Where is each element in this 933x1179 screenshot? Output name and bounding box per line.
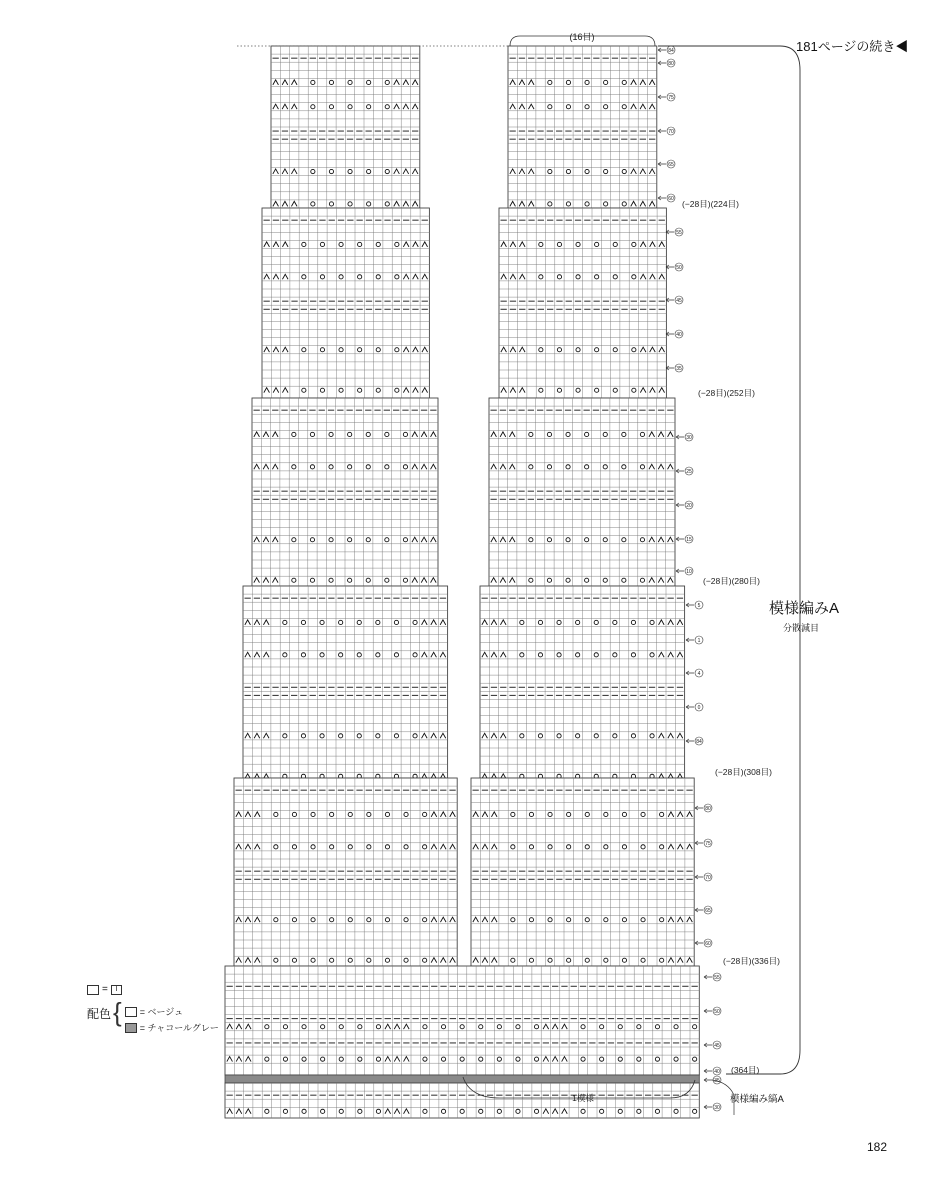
pattern-subtitle: 分散減目 [783, 623, 820, 633]
row-number: 40 [714, 1069, 720, 1075]
chart-grid-right [499, 208, 666, 398]
stitch-count-label: (364目) [731, 1065, 760, 1075]
row-arrow-icon [676, 537, 684, 541]
color-legend [87, 997, 219, 1034]
row-arrow-icon [676, 469, 684, 473]
row-arrow-icon [686, 739, 694, 743]
row-arrow-icon [666, 230, 674, 234]
row-arrow-icon [686, 705, 694, 709]
row-arrow-icon [686, 638, 694, 642]
row-arrow-icon [704, 1078, 712, 1082]
row-number: 50 [714, 1009, 720, 1015]
row-number: 5 [697, 603, 701, 609]
row-arrow-icon [658, 61, 666, 65]
row-arrow-icon [676, 435, 684, 439]
row-number: 60 [668, 196, 674, 202]
hem-grid [225, 1083, 699, 1118]
row-number: 65 [668, 162, 674, 168]
row-number: 45 [714, 1043, 720, 1049]
empty-square-icon [87, 985, 99, 995]
charcoal-stripe-row [225, 1075, 699, 1083]
stitch-count-label: (−28目)(308目) [715, 767, 772, 777]
row-number: 75 [705, 841, 711, 847]
stitch-count-label: (−28目)(280目) [703, 576, 760, 586]
chart-grid-left [262, 208, 429, 398]
chart-grid-right [508, 46, 657, 208]
row-number: 80 [705, 806, 711, 812]
chart-grid-left [243, 586, 448, 778]
row-number: 30 [714, 1105, 720, 1111]
row-number: 70 [705, 875, 711, 881]
knit-stitch-symbol: I [111, 985, 122, 995]
row-number: 50 [676, 265, 682, 271]
row-number: 0 [697, 705, 701, 711]
chart-grid-right [489, 398, 675, 586]
row-number: 4 [697, 671, 701, 677]
row-arrow-icon [704, 1069, 712, 1073]
pattern-title: 模様編みA [769, 600, 840, 617]
repeat-label: 1模様 [572, 1093, 594, 1103]
row-arrow-icon [666, 298, 674, 302]
row-arrow-icon [666, 332, 674, 336]
row-arrow-icon [666, 265, 674, 269]
legend-color-row [125, 1005, 219, 1018]
row-arrow-icon [658, 48, 666, 52]
beige-swatch [125, 1007, 137, 1017]
row-number: 45 [676, 298, 682, 304]
row-arrow-icon [695, 875, 703, 879]
row-arrow-icon [658, 196, 666, 200]
row-arrow-icon [658, 129, 666, 133]
row-arrow-icon [695, 908, 703, 912]
legend-color-label: = ベージュ [139, 1007, 184, 1017]
stitch-count-label: (−28目)(224目) [682, 199, 739, 209]
row-arrow-icon [676, 569, 684, 573]
row-number: 30 [686, 435, 692, 441]
row-number: 35 [676, 366, 682, 372]
row-number: 20 [686, 503, 692, 509]
row-number: 10 [686, 569, 692, 575]
row-arrow-icon [658, 95, 666, 99]
row-arrow-icon [695, 841, 703, 845]
chart-grid-left [252, 398, 438, 586]
row-arrow-icon [704, 975, 712, 979]
row-number: 70 [668, 129, 674, 135]
row-arrow-icon [658, 162, 666, 166]
row-number: 84 [696, 739, 702, 745]
row-arrow-icon [686, 603, 694, 607]
row-number: 55 [714, 975, 720, 981]
legend-equals: = [102, 984, 108, 995]
brace-icon: { [113, 997, 122, 1027]
row-arrow-icon [695, 941, 703, 945]
legend-color-label: = チャコールグレー [139, 1023, 219, 1033]
top-width-label: (16目) [569, 32, 595, 42]
row-arrow-icon [686, 671, 694, 675]
color-legend-title: 配色 [87, 1007, 112, 1021]
page-number: 182 [867, 1140, 888, 1154]
row-number: 35 [714, 1078, 720, 1084]
charcoal-swatch [125, 1023, 137, 1033]
stitch-count-label: (−28目)(252目) [698, 388, 755, 398]
row-number: 65 [705, 908, 711, 914]
chart-grid-bottom [225, 966, 699, 1075]
row-number: 60 [705, 941, 711, 947]
stitch-count-label: (−28目)(336目) [723, 956, 780, 966]
legend-knit-key [87, 984, 122, 995]
row-number: 80 [668, 61, 674, 67]
chart-grid-left [271, 46, 420, 208]
legend-color-row [125, 1021, 219, 1034]
hem-pattern-title: 模様編み縞A [730, 1094, 784, 1105]
continuation-label: 181ページの続き◀ [796, 39, 909, 54]
row-number: 40 [676, 332, 682, 338]
chart-grid-left [234, 778, 457, 966]
row-arrow-icon [704, 1105, 712, 1109]
row-arrow-icon [704, 1043, 712, 1047]
row-arrow-icon [666, 366, 674, 370]
chart-grid-right [480, 586, 685, 778]
chart-grid-right [471, 778, 694, 966]
row-number: 15 [686, 537, 692, 543]
row-number: 75 [668, 95, 674, 101]
row-arrow-icon [704, 1009, 712, 1013]
row-arrow-icon [695, 806, 703, 810]
row-number: 1 [697, 638, 701, 644]
row-arrow-icon [676, 503, 684, 507]
row-number: 84 [668, 48, 674, 54]
row-number: 55 [676, 230, 682, 236]
row-number: 25 [686, 469, 692, 475]
